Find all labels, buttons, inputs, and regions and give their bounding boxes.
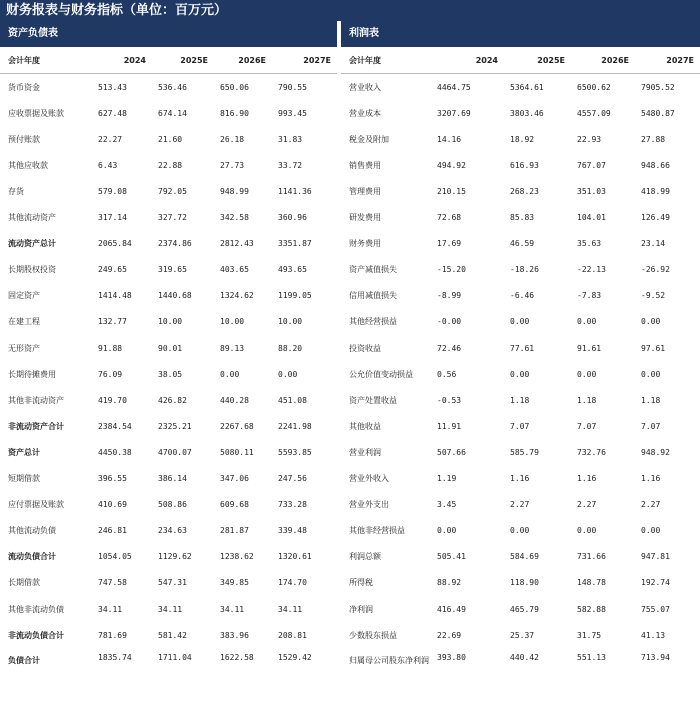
row-label: 净利润 xyxy=(349,604,373,614)
table-row xyxy=(0,152,337,178)
row-value: 246.81 xyxy=(98,526,127,536)
row-label: 其他非经营损益 xyxy=(349,526,405,536)
row-value: 0.00 xyxy=(510,317,530,327)
row-value: 18.92 xyxy=(510,134,535,144)
row-label: 销售费用 xyxy=(349,160,381,170)
row-value: 91.61 xyxy=(577,343,602,353)
row-value: 732.76 xyxy=(577,447,606,457)
row-value: 192.74 xyxy=(641,578,670,588)
row-value: 1529.42 xyxy=(278,653,312,663)
row-value: 507.66 xyxy=(437,447,466,457)
income-statement-title: 利润表 xyxy=(341,21,700,47)
row-value: 2384.54 xyxy=(98,421,132,431)
row-label: 营业外收入 xyxy=(349,474,389,484)
row-value: 0.00 xyxy=(510,526,530,536)
row-value: 2812.43 xyxy=(220,239,254,249)
row-value: 46.59 xyxy=(510,239,535,249)
row-label: 归属母公司股东净利润 xyxy=(349,656,429,666)
row-label: 少数股东损益 xyxy=(349,630,397,640)
table-row xyxy=(0,257,337,283)
row-value: 208.81 xyxy=(278,630,307,640)
row-value: 767.07 xyxy=(577,160,606,170)
row-value: 360.96 xyxy=(278,213,307,223)
row-value: 6500.62 xyxy=(577,82,611,92)
row-value: 7.07 xyxy=(510,421,530,431)
row-value: 1835.74 xyxy=(98,653,132,663)
header-year: 2024 xyxy=(92,47,152,74)
row-value: 713.94 xyxy=(641,653,670,663)
table-row xyxy=(341,361,700,387)
row-value: 582.88 xyxy=(577,604,606,614)
row-value: 174.70 xyxy=(278,578,307,588)
table-row xyxy=(341,205,700,231)
table-row xyxy=(0,413,337,439)
row-value: 948.92 xyxy=(641,447,670,457)
table-row xyxy=(0,309,337,335)
row-label: 其他经营损益 xyxy=(349,317,397,327)
row-value: 792.05 xyxy=(158,187,187,197)
table-row xyxy=(341,126,700,152)
row-value: 2325.21 xyxy=(158,421,192,431)
row-value: 2241.98 xyxy=(278,421,312,431)
table-row xyxy=(0,361,337,387)
row-value: 10.00 xyxy=(220,317,245,327)
header-year: 2026E xyxy=(214,47,272,74)
row-label: 应付票据及账款 xyxy=(8,500,64,510)
row-value: 627.48 xyxy=(98,108,127,118)
row-value: 6.43 xyxy=(98,160,118,170)
row-label: 财务费用 xyxy=(349,239,381,249)
row-label: 其他应收款 xyxy=(8,160,48,170)
row-value: 25.37 xyxy=(510,630,535,640)
table-row xyxy=(0,648,337,687)
row-value: 85.83 xyxy=(510,213,535,223)
row-value: 579.08 xyxy=(98,187,127,197)
row-value: 268.23 xyxy=(510,187,539,197)
row-value: 10.00 xyxy=(158,317,183,327)
row-value: 7.07 xyxy=(577,421,597,431)
row-value: 493.65 xyxy=(278,265,307,275)
row-value: 451.08 xyxy=(278,395,307,405)
header-row xyxy=(0,47,337,74)
row-label: 资产减值损失 xyxy=(349,265,397,275)
table-row xyxy=(0,622,337,648)
row-value: 22.93 xyxy=(577,134,602,144)
row-value: 0.00 xyxy=(437,526,457,536)
row-label: 固定资产 xyxy=(8,291,40,301)
row-label: 投资收益 xyxy=(349,343,381,353)
row-value: 234.63 xyxy=(158,526,187,536)
row-label: 资产总计 xyxy=(8,447,40,457)
table-row xyxy=(0,544,337,570)
table-row xyxy=(0,596,337,622)
row-label: 预付账款 xyxy=(8,134,40,144)
header-year: 2025E xyxy=(152,47,214,74)
row-label: 短期借款 xyxy=(8,474,40,484)
row-value: 31.75 xyxy=(577,630,602,640)
row-value: 1440.68 xyxy=(158,291,192,301)
row-value: 91.88 xyxy=(98,343,123,353)
row-label: 货币资金 xyxy=(8,82,40,92)
table-row xyxy=(0,74,337,101)
row-value: 97.61 xyxy=(641,343,666,353)
table-row xyxy=(341,152,700,178)
row-value: 440.28 xyxy=(220,395,249,405)
header-row xyxy=(341,47,700,74)
row-value: 21.60 xyxy=(158,134,183,144)
row-value: 41.13 xyxy=(641,630,666,640)
row-value: 347.06 xyxy=(220,474,249,484)
row-value: 747.58 xyxy=(98,578,127,588)
row-value: 1.16 xyxy=(641,474,661,484)
row-label: 其他流动资产 xyxy=(8,213,56,223)
row-label: 负债合计 xyxy=(8,656,40,666)
row-value: 4700.07 xyxy=(158,447,192,457)
row-value: 1622.58 xyxy=(220,653,254,663)
row-value: 386.14 xyxy=(158,474,187,484)
table-row xyxy=(341,257,700,283)
table-row xyxy=(0,570,337,596)
row-value: 1320.61 xyxy=(278,552,312,562)
row-value: 1238.62 xyxy=(220,552,254,562)
row-value: -0.00 xyxy=(437,317,462,327)
row-label: 营业利润 xyxy=(349,447,381,457)
row-label: 存货 xyxy=(8,187,24,197)
table-row xyxy=(341,492,700,518)
row-value: 2.27 xyxy=(641,500,661,510)
row-value: 5593.85 xyxy=(278,447,312,457)
row-value: 3.45 xyxy=(437,500,457,510)
table-row xyxy=(0,466,337,492)
row-value: 948.66 xyxy=(641,160,670,170)
row-value: 14.16 xyxy=(437,134,462,144)
row-value: 342.58 xyxy=(220,213,249,223)
row-value: 1.16 xyxy=(577,474,597,484)
row-value: 650.06 xyxy=(220,82,249,92)
table-row xyxy=(341,622,700,648)
row-value: 26.18 xyxy=(220,134,245,144)
row-value: 0.00 xyxy=(577,369,597,379)
row-value: 547.31 xyxy=(158,578,187,588)
row-value: 38.05 xyxy=(158,369,183,379)
row-value: 419.70 xyxy=(98,395,127,405)
row-value: 72.68 xyxy=(437,213,462,223)
header-year: 2025E xyxy=(504,47,571,74)
row-value: 403.65 xyxy=(220,265,249,275)
table-row xyxy=(0,387,337,413)
row-label: 流动负债合计 xyxy=(8,552,56,562)
row-value: 0.00 xyxy=(641,369,661,379)
row-value: 89.13 xyxy=(220,343,245,353)
row-value: -18.26 xyxy=(510,265,539,275)
row-value: 34.11 xyxy=(158,604,183,614)
row-value: 585.79 xyxy=(510,447,539,457)
row-value: 76.09 xyxy=(98,369,123,379)
row-value: -9.52 xyxy=(641,291,666,301)
table-row xyxy=(341,178,700,204)
row-value: 1129.62 xyxy=(158,552,192,562)
row-value: 426.82 xyxy=(158,395,187,405)
row-label: 营业收入 xyxy=(349,82,381,92)
table-row xyxy=(341,413,700,439)
balance-sheet-table xyxy=(0,47,337,687)
row-value: 0.00 xyxy=(641,317,661,327)
row-value: 494.92 xyxy=(437,160,466,170)
row-value: 132.77 xyxy=(98,317,127,327)
row-value: 27.73 xyxy=(220,160,245,170)
row-value: 2374.86 xyxy=(158,239,192,249)
row-value: 351.03 xyxy=(577,187,606,197)
row-value: 536.46 xyxy=(158,82,187,92)
row-value: 0.00 xyxy=(577,526,597,536)
row-label: 所得税 xyxy=(349,578,373,588)
table-row xyxy=(341,439,700,465)
table-row xyxy=(341,309,700,335)
table-row xyxy=(0,439,337,465)
row-value: 2065.84 xyxy=(98,239,132,249)
row-value: 393.80 xyxy=(437,653,466,663)
row-value: 281.87 xyxy=(220,526,249,536)
row-value: 339.48 xyxy=(278,526,307,536)
header-label: 会计年度 xyxy=(341,47,431,74)
row-value: 4450.38 xyxy=(98,447,132,457)
row-value: 616.93 xyxy=(510,160,539,170)
table-row xyxy=(0,100,337,126)
row-value: 7.07 xyxy=(641,421,661,431)
row-value: 88.20 xyxy=(278,343,303,353)
row-value: 0.00 xyxy=(278,369,298,379)
row-label: 非流动负债合计 xyxy=(8,630,64,640)
row-label: 公允价值变动损益 xyxy=(349,369,413,379)
table-row xyxy=(0,205,337,231)
row-value: -0.53 xyxy=(437,395,462,405)
row-value: 327.72 xyxy=(158,213,187,223)
row-value: 947.81 xyxy=(641,552,670,562)
header-year: 2027E xyxy=(272,47,337,74)
row-label: 资产处置收益 xyxy=(349,395,397,405)
row-value: 72.46 xyxy=(437,343,462,353)
row-value: 416.49 xyxy=(437,604,466,614)
row-value: 948.99 xyxy=(220,187,249,197)
row-label: 在建工程 xyxy=(8,317,40,327)
row-label: 非流动资产合计 xyxy=(8,421,64,431)
row-label: 利润总额 xyxy=(349,552,381,562)
row-value: 33.72 xyxy=(278,160,303,170)
row-label: 信用减值损失 xyxy=(349,291,397,301)
row-value: 118.90 xyxy=(510,578,539,588)
row-value: 319.65 xyxy=(158,265,187,275)
row-value: 17.69 xyxy=(437,239,462,249)
row-value: 1054.05 xyxy=(98,552,132,562)
row-value: 1.16 xyxy=(510,474,530,484)
table-row xyxy=(0,126,337,152)
table-row xyxy=(0,283,337,309)
row-value: 1324.62 xyxy=(220,291,254,301)
row-value: 4464.75 xyxy=(437,82,471,92)
row-value: 210.15 xyxy=(437,187,466,197)
table-row xyxy=(0,518,337,544)
table-row xyxy=(341,648,700,687)
row-value: 1.18 xyxy=(641,395,661,405)
table-row xyxy=(341,544,700,570)
row-value: 0.56 xyxy=(437,369,457,379)
row-label: 管理费用 xyxy=(349,187,381,197)
row-value: 247.56 xyxy=(278,474,307,484)
table-row xyxy=(0,492,337,518)
report-title: 财务报表与财务指标（单位：百万元） xyxy=(0,0,700,21)
row-value: 993.45 xyxy=(278,108,307,118)
row-label: 其他非流动负债 xyxy=(8,604,64,614)
header-year: 2024 xyxy=(431,47,504,74)
row-value: 0.00 xyxy=(510,369,530,379)
table-row xyxy=(0,335,337,361)
row-value: 816.90 xyxy=(220,108,249,118)
row-value: 88.92 xyxy=(437,578,462,588)
row-value: 34.11 xyxy=(98,604,123,614)
row-value: 5480.87 xyxy=(641,108,675,118)
row-value: 3351.87 xyxy=(278,239,312,249)
row-value: -15.20 xyxy=(437,265,466,275)
row-value: 2.27 xyxy=(510,500,530,510)
header-label: 会计年度 xyxy=(0,47,92,74)
income-statement-table xyxy=(341,47,700,687)
row-value: 733.28 xyxy=(278,500,307,510)
row-value: 3207.69 xyxy=(437,108,471,118)
row-value: 317.14 xyxy=(98,213,127,223)
row-value: 35.63 xyxy=(577,239,602,249)
row-value: -6.46 xyxy=(510,291,535,301)
header-year: 2026E xyxy=(571,47,635,74)
row-value: -22.13 xyxy=(577,265,606,275)
row-value: 465.79 xyxy=(510,604,539,614)
table-row xyxy=(341,570,700,596)
row-label: 长期股权投资 xyxy=(8,265,56,275)
row-value: 7905.52 xyxy=(641,82,675,92)
row-value: 349.85 xyxy=(220,578,249,588)
row-value: 10.00 xyxy=(278,317,303,327)
row-value: 77.61 xyxy=(510,343,535,353)
header-year: 2027E xyxy=(635,47,700,74)
row-value: 5364.61 xyxy=(510,82,544,92)
row-label: 其他非流动资产 xyxy=(8,395,64,405)
row-value: 1199.05 xyxy=(278,291,312,301)
table-row xyxy=(341,74,700,101)
row-label: 应收票据及账款 xyxy=(8,108,64,118)
row-label: 其他流动负债 xyxy=(8,526,56,536)
row-value: 249.65 xyxy=(98,265,127,275)
row-label: 营业外支出 xyxy=(349,500,389,510)
row-value: 396.55 xyxy=(98,474,127,484)
row-value: 0.00 xyxy=(220,369,240,379)
row-value: 731.66 xyxy=(577,552,606,562)
row-value: 790.55 xyxy=(278,82,307,92)
row-value: -26.92 xyxy=(641,265,670,275)
row-value: 34.11 xyxy=(220,604,245,614)
row-value: 410.69 xyxy=(98,500,127,510)
row-value: 551.13 xyxy=(577,653,606,663)
row-value: 31.83 xyxy=(278,134,303,144)
row-value: 609.68 xyxy=(220,500,249,510)
row-label: 研发费用 xyxy=(349,213,381,223)
row-value: 505.41 xyxy=(437,552,466,562)
row-value: 383.96 xyxy=(220,630,249,640)
row-value: 22.69 xyxy=(437,630,462,640)
row-value: 27.88 xyxy=(641,134,666,144)
row-value: 755.07 xyxy=(641,604,670,614)
row-value: 1711.04 xyxy=(158,653,192,663)
table-row xyxy=(341,387,700,413)
row-label: 税金及附加 xyxy=(349,134,389,144)
balance-sheet-title: 资产负债表 xyxy=(0,21,337,47)
row-value: 1141.36 xyxy=(278,187,312,197)
row-value: 1414.48 xyxy=(98,291,132,301)
row-value: 674.14 xyxy=(158,108,187,118)
row-value: 2.27 xyxy=(577,500,597,510)
row-label: 长期借款 xyxy=(8,578,40,588)
row-value: 781.69 xyxy=(98,630,127,640)
row-value: 148.78 xyxy=(577,578,606,588)
row-value: 513.43 xyxy=(98,82,127,92)
table-row xyxy=(341,518,700,544)
row-value: 22.27 xyxy=(98,134,123,144)
row-label: 其他收益 xyxy=(349,421,381,431)
row-value: 0.00 xyxy=(577,317,597,327)
row-value: 104.01 xyxy=(577,213,606,223)
table-row xyxy=(341,231,700,257)
row-value: 5080.11 xyxy=(220,447,254,457)
row-label: 无形资产 xyxy=(8,343,40,353)
table-row xyxy=(0,231,337,257)
row-value: 34.11 xyxy=(278,604,303,614)
row-value: 1.19 xyxy=(437,474,457,484)
table-row xyxy=(0,178,337,204)
row-value: 0.00 xyxy=(641,526,661,536)
table-row xyxy=(341,466,700,492)
row-value: 1.18 xyxy=(577,395,597,405)
row-value: 1.18 xyxy=(510,395,530,405)
row-value: 4557.09 xyxy=(577,108,611,118)
row-value: 581.42 xyxy=(158,630,187,640)
row-value: 584.69 xyxy=(510,552,539,562)
row-value: 23.14 xyxy=(641,239,666,249)
row-value: 2267.68 xyxy=(220,421,254,431)
row-value: 3803.46 xyxy=(510,108,544,118)
table-row xyxy=(341,596,700,622)
row-value: 508.86 xyxy=(158,500,187,510)
row-value: 440.42 xyxy=(510,653,539,663)
table-row xyxy=(341,283,700,309)
row-value: -8.99 xyxy=(437,291,462,301)
row-label: 营业成本 xyxy=(349,108,381,118)
row-value: 126.49 xyxy=(641,213,670,223)
row-value: 418.99 xyxy=(641,187,670,197)
row-value: 22.88 xyxy=(158,160,183,170)
table-row xyxy=(341,100,700,126)
row-label: 流动资产总计 xyxy=(8,239,56,249)
table-row xyxy=(341,335,700,361)
row-value: -7.83 xyxy=(577,291,602,301)
row-value: 11.91 xyxy=(437,421,462,431)
row-value: 90.01 xyxy=(158,343,183,353)
row-label: 长期待摊费用 xyxy=(8,369,56,379)
